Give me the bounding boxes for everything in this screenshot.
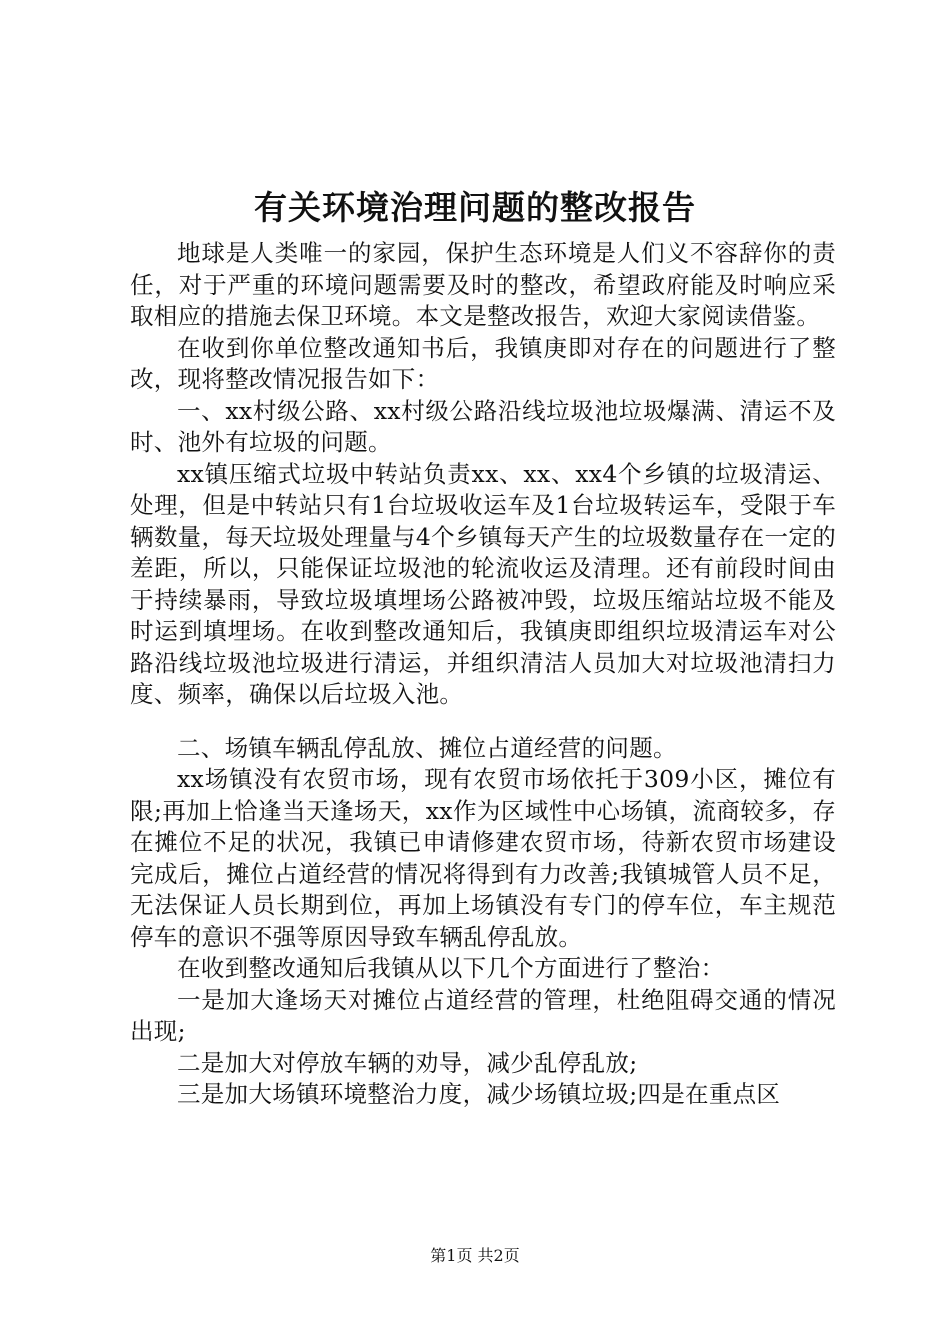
- paragraph-issue-one-heading: 一、xx村级公路、xx村级公路沿线垃圾池垃圾爆满、清运不及时、池外有垃圾的问题。: [130, 396, 836, 456]
- paragraph-gap: [130, 711, 836, 733]
- paragraph-issue-two-detail: xx场镇没有农贸市场，现有农贸市场依托于309小区，摊位有限;再加上恰逢当天逢场天，xx作为区域性中心场镇，流商较多，存在摊位不足的状况，我镇已申请修建农贸市场，待新农贸市场建设完成后，摊位占道经营的情况将得到有力改善;我镇城管人员不足，无法保证人员长期到位，再加上场镇没有专门的停车位，车主规范停车的意识不强等原因导致车辆乱停乱放。: [130, 765, 836, 951]
- paragraph-measure-one: 一是加大逢场天对摊位占道经营的管理，杜绝阻碍交通的情况出现;: [130, 985, 836, 1045]
- paragraph-measure-two: 二是加大对停放车辆的劝导，减少乱停乱放;: [177, 1048, 638, 1077]
- document-body: [130, 238, 836, 1111]
- paragraph-receipt: 在收到你单位整改通知书后，我镇庚即对存在的问题进行了整改，现将整改情况报告如下：: [130, 333, 836, 393]
- paragraph-measures-intro: 在收到整改通知后我镇从以下几个方面进行了整治：: [177, 954, 725, 982]
- page-number-footer: 第1页 共2页: [430, 1246, 520, 1265]
- paragraph-measure-three: 三是加大场镇环境整治力度，减少场镇垃圾;四是在重点区: [177, 1080, 781, 1108]
- paragraph-issue-two-heading: 二、场镇车辆乱停乱放、摊位占道经营的问题。: [177, 733, 677, 762]
- document-title: 有关环境治理问题的整改报告: [254, 188, 696, 227]
- paragraph-intro: 地球是人类唯一的家园，保护生态环境是人们义不容辞你的责任，对于严重的环境问题需要及时的整改，希望政府能及时响应采取相应的措施去保卫环境。本文是整改报告，欢迎大家阅读借鉴。: [130, 239, 836, 330]
- paragraph-issue-one-detail: xx镇压缩式垃圾中转站负责xx、xx、xx4个乡镇的垃圾清运、处理，但是中转站只有1台垃圾收运车及1台垃圾转运车，受限于车辆数量，每天垃圾处理量与4个乡镇每天产生的垃圾数量存在一定的差距，所以，只能保证垃圾池的轮流收运及清理。还有前段时间由于持续暴雨，导致垃圾填埋场公路被冲毁，垃圾压缩站垃圾不能及时运到填埋场。在收到整改通知后，我镇庚即组织垃圾清运车对公路沿线垃圾池垃圾进行清运，并组织清洁人员加大对垃圾池清扫力度、频率，确保以后垃圾入池。: [130, 459, 836, 708]
